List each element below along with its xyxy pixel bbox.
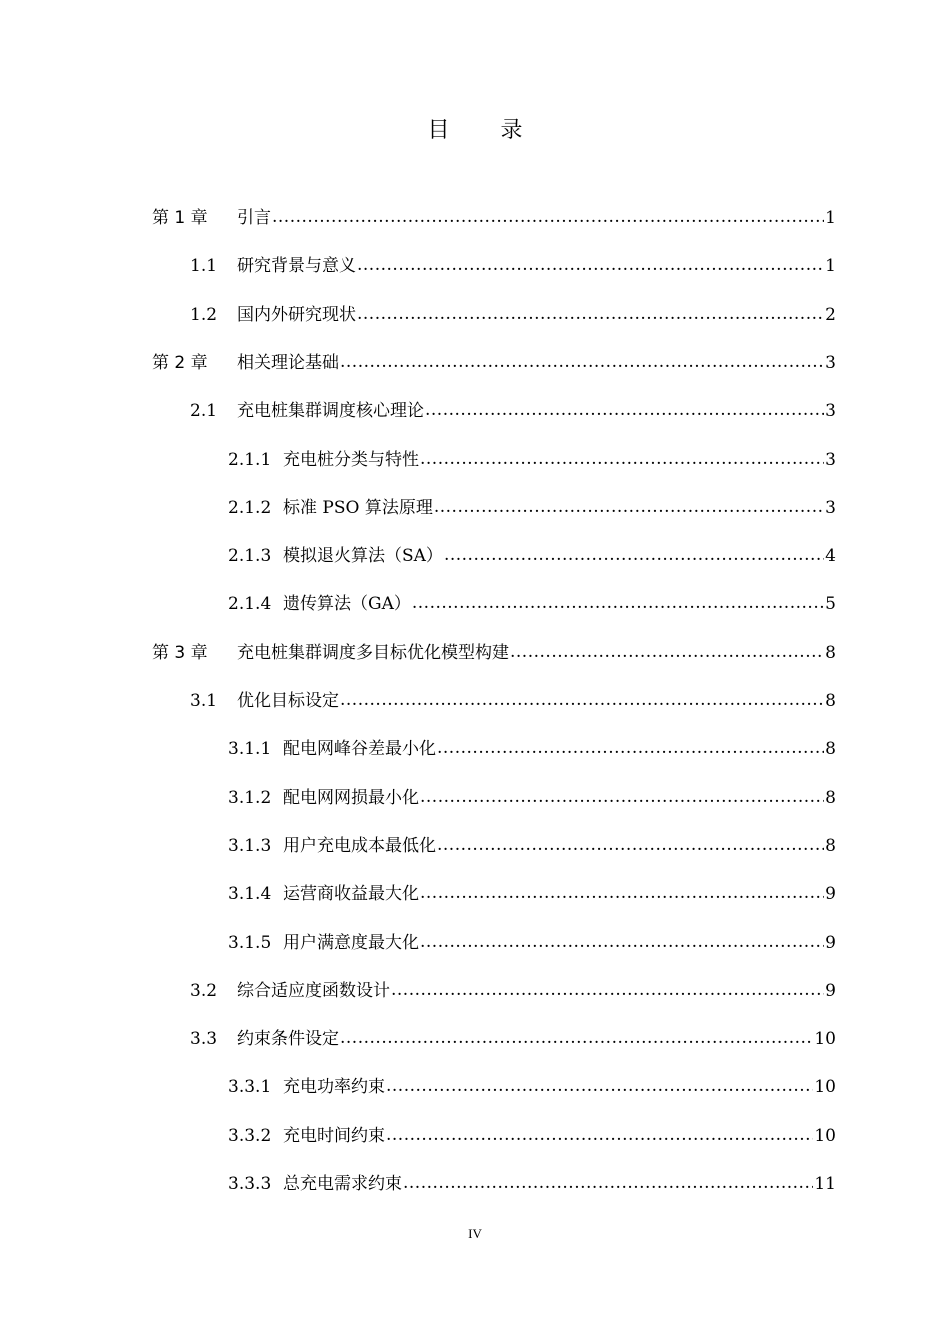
toc-entry-title: 用户满意度最大化 <box>283 932 419 953</box>
dot-leader <box>340 688 824 712</box>
toc-entry-page: 9 <box>825 932 836 953</box>
toc-entry-page: 3 <box>825 401 836 422</box>
dot-leader <box>420 930 824 954</box>
toc-entry-title: 配电网网损最小化 <box>283 787 419 808</box>
toc-entry[interactable] <box>228 931 836 955</box>
toc-entry[interactable] <box>228 882 836 906</box>
toc-entry-number: 2.1.4 <box>228 594 272 615</box>
toc-entry-page: 8 <box>825 739 836 760</box>
toc-entry[interactable] <box>190 1027 836 1051</box>
toc-entry-page: 10 <box>814 1077 836 1098</box>
toc-entry[interactable] <box>228 544 836 568</box>
toc-entry-title: 充电桩分类与特性 <box>283 449 419 470</box>
toc-entry-title: 用户充电成本最低化 <box>283 835 436 856</box>
dot-leader <box>510 640 824 664</box>
toc-entry-title: 遗传算法（GA） <box>283 594 411 615</box>
toc-entry[interactable] <box>228 1172 836 1196</box>
toc-entry[interactable] <box>152 206 836 230</box>
toc-entry-page: 1 <box>825 256 836 277</box>
toc-entry-number: 3.1.3 <box>228 835 272 856</box>
toc-entry-number: 3.3.1 <box>228 1077 272 1098</box>
toc-entry[interactable] <box>190 979 836 1003</box>
toc-entry-title: 总充电需求约束 <box>283 1174 402 1194</box>
toc-entry-title: 充电桩集群调度核心理论 <box>237 401 424 422</box>
toc-entry-page: 3 <box>825 449 836 470</box>
dot-leader <box>412 591 824 615</box>
dot-leader <box>420 881 824 905</box>
toc-entry-page: 8 <box>825 691 836 711</box>
dot-leader <box>391 978 824 1002</box>
toc-entry-page: 4 <box>825 546 836 567</box>
toc-entry-title: 约束条件设定 <box>237 1029 339 1050</box>
toc-entry-number: 3.2 <box>190 980 218 1001</box>
dot-leader <box>437 736 824 760</box>
dot-leader <box>444 543 824 567</box>
toc-entry[interactable] <box>190 303 836 327</box>
dot-leader <box>357 253 824 277</box>
toc-entry[interactable] <box>228 834 836 858</box>
toc-entry-title: 综合适应度函数设计 <box>237 980 390 1001</box>
toc-entry[interactable] <box>228 1075 836 1099</box>
toc-entry-number: 第 3 章 <box>152 642 208 663</box>
toc-entry-number: 第 1 章 <box>152 208 208 228</box>
toc-entry[interactable] <box>228 496 836 520</box>
dot-leader <box>357 302 824 326</box>
toc-entry-title: 充电时间约束 <box>283 1125 385 1146</box>
toc-entry-page: 3 <box>825 352 836 373</box>
toc-entry-title: 配电网峰谷差最小化 <box>283 739 436 760</box>
toc-entry[interactable] <box>228 786 836 810</box>
toc-entry[interactable] <box>190 254 836 278</box>
toc-entry-number: 3.3.2 <box>228 1125 272 1146</box>
toc-entry-page: 9 <box>825 884 836 905</box>
toc-entry-number: 2.1 <box>190 401 218 422</box>
toc-entry-number: 1.2 <box>190 304 218 325</box>
toc-entry[interactable] <box>152 351 836 375</box>
dot-leader <box>420 447 824 471</box>
toc-entry-page: 5 <box>825 594 836 615</box>
toc-entry-number: 第 2 章 <box>152 352 208 373</box>
toc-entry[interactable] <box>228 448 836 472</box>
toc-entry-number: 3.3.3 <box>228 1174 272 1194</box>
toc-entry-number: 2.1.2 <box>228 497 272 518</box>
toc-entry-page: 8 <box>825 787 836 808</box>
toc-entry[interactable] <box>228 592 836 616</box>
toc-entry-page: 8 <box>825 642 836 663</box>
toc-entry-page: 10 <box>814 1029 836 1050</box>
toc-entry-title: 相关理论基础 <box>237 352 339 373</box>
dot-leader <box>386 1123 813 1147</box>
dot-leader <box>340 350 824 374</box>
dot-leader <box>434 495 824 519</box>
toc-entry-page: 9 <box>825 980 836 1001</box>
page-number: IV <box>468 1226 482 1241</box>
toc-entry-title: 充电桩集群调度多目标优化模型构建 <box>237 642 509 663</box>
dot-leader <box>340 1026 813 1050</box>
toc-entry-page: 8 <box>825 835 836 856</box>
toc-entry-page: 11 <box>814 1174 836 1194</box>
toc-entry-number: 3.1.5 <box>228 932 272 953</box>
toc-entry-page: 3 <box>825 497 836 518</box>
toc-entry-number: 3.1.1 <box>228 739 272 760</box>
toc-entry-number: 2.1.3 <box>228 546 272 567</box>
toc-entry[interactable] <box>228 737 836 761</box>
dot-leader <box>403 1171 813 1195</box>
dot-leader <box>437 833 824 857</box>
dot-leader <box>425 398 824 422</box>
dot-leader <box>420 785 824 809</box>
toc-entry-number: 1.1 <box>190 256 218 277</box>
toc-entry-number: 3.1.2 <box>228 787 272 808</box>
toc-entry-page: 10 <box>814 1125 836 1146</box>
toc-entry-number: 2.1.1 <box>228 449 272 470</box>
toc-entry-title: 充电功率约束 <box>283 1077 385 1098</box>
toc-entry-title: 研究背景与意义 <box>237 256 356 277</box>
toc-entry-title: 引言 <box>237 208 271 228</box>
dot-leader <box>272 205 824 229</box>
toc-entry-title: 优化目标设定 <box>237 691 339 711</box>
toc-entry-title: 运营商收益最大化 <box>283 884 419 905</box>
toc-entry-title: 标准 PSO 算法原理 <box>283 497 433 518</box>
toc-entry-title: 模拟退火算法（SA） <box>283 546 443 567</box>
dot-leader <box>386 1074 813 1098</box>
toc-entry-number: 3.1 <box>190 691 218 711</box>
toc-entry[interactable] <box>152 641 836 665</box>
toc-entry-title: 国内外研究现状 <box>237 304 356 325</box>
toc-entry-number: 3.3 <box>190 1029 218 1050</box>
toc-entry[interactable] <box>228 1124 836 1148</box>
toc-entry-page: 1 <box>825 208 836 228</box>
toc-entry-page: 2 <box>825 304 836 325</box>
toc-title: 目 录 <box>427 118 545 143</box>
toc-entry[interactable] <box>190 689 836 713</box>
toc-entry-number: 3.1.4 <box>228 884 272 905</box>
toc-entry[interactable] <box>190 399 836 423</box>
